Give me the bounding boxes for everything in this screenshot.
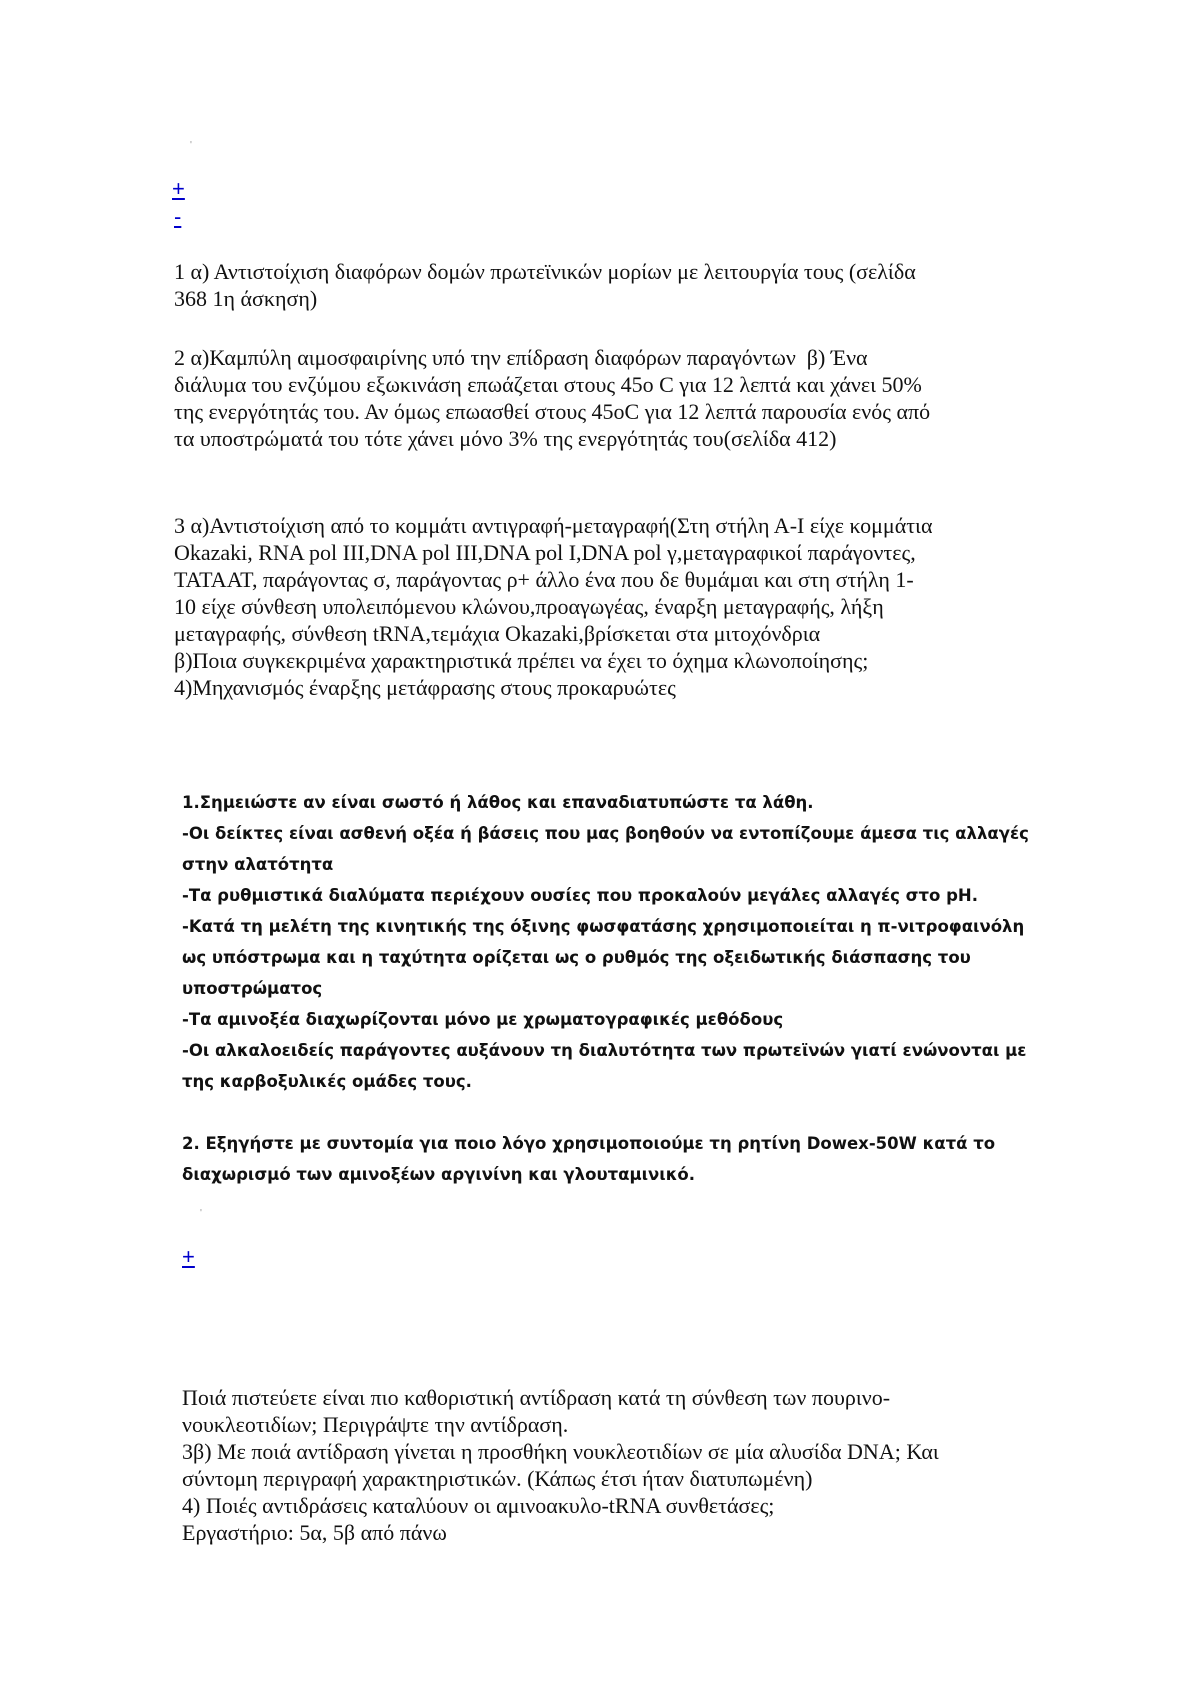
question-1: 1 α) Αντιστοίχιση διαφόρων δομών πρωτεϊνικών μορίων με λειτουργία τους (σελίδα 368 1η άσκηση): [174, 259, 916, 311]
exam-line: -Τα ρυθμιστικά διαλύματα περιέχουν ουσίες που προκαλούν μεγάλες αλλαγές στο pH.: [182, 886, 978, 905]
question-3: 3 α)Αντιστοίχιση από το κομμάτι αντιγραφή-μεταγραφή(Στη στήλη Α-Ι είχε κομμάτια Okazaki, RNA pol III,DNA pol III,DNA pol I,DNA pol γ,μεταγραφικοί παράγοντες, TATAAT, παράγοντας σ, παράγοντας ρ+ άλλο ένα που δε θυμάμαι και στη στήλη 1- 10 είχε σύνθεση υπολειπόμενου κλώνου,προαγωγέας, έναρξη μεταγραφής, λήξη μεταγραφής, σύνθεση tRNA,τεμάχια Okazaki,βρίσκεται στα μιτοχόνδρια β)Ποια συγκεκριμένα χαρακτηριστικά πρέπει να έχει το όχημα κλωνοποίησης; 4)Μηχανισμός έναρξης μετάφρασης στους προκαρυώτες: [174, 513, 933, 700]
exam-line: στην αλατότητα: [182, 855, 334, 874]
exam-line: νουκλεοτιδίων; Περιγράψτε την αντίδραση.: [182, 1412, 569, 1437]
exam-line: -Οι δείκτες είναι ασθενή οξέα ή βάσεις που μας βοηθούν να εντοπίζουμε άμεσα τις αλλαγές: [182, 824, 1029, 843]
exam-line: Ποιά πιστεύετε είναι πιο καθοριστική αντίδραση κατά τη σύνθεση των πουρινο-: [182, 1385, 891, 1410]
exam-line: Εργαστήριο: 5α, 5β από πάνω: [182, 1520, 447, 1545]
exam-line: 2. Εξηγήστε με συντομία για ποιο λόγο χρησιμοποιούμε τη ρητίνη Dowex-50W κατά το: [182, 1134, 996, 1153]
exam-line: -Κατά τη μελέτη της κινητικής της όξινης φωσφατάσης χρησιμοποιείται η π-νιτροφαινόλη: [182, 917, 1025, 936]
exam-line: διαχωρισμό των αμινοξέων αργινίνη και γλουταμινικό.: [182, 1165, 696, 1184]
expand-link[interactable]: +: [182, 1244, 195, 1269]
exam-line: σύντομη περιγραφή χαρακτηριστικών. (Κάπως έτσι ήταν διατυπωμένη): [182, 1466, 813, 1491]
exam-line: 3β) Με ποιά αντίδραση γίνεται η προσθήκη νουκλεοτιδίων σε μία αλυσίδα DNA; Και: [182, 1439, 939, 1464]
exam-line: ως υπόστρωμα και η ταχύτητα ορίζεται ως ο ρυθμός της οξειδωτικής διάσπασης του: [182, 948, 971, 967]
exam-line: της καρβοξυλικές ομάδες τους.: [182, 1072, 472, 1091]
exam-line: -Τα αμινοξέα διαχωρίζονται μόνο με χρωματογραφικές μεθόδους: [182, 1010, 784, 1029]
exam-line: υποστρώματος: [182, 979, 323, 998]
tick-mark: ': [200, 1208, 202, 1219]
collapse-link[interactable]: -: [174, 204, 182, 229]
exam-line: 1.Σημειώστε αν είναι σωστό ή λάθος και επαναδιατυπώστε τα λάθη.: [182, 793, 814, 812]
exam-line: 4) Ποιές αντιδράσεις καταλύουν οι αμινοακυλο-tRNA συνθετάσες;: [182, 1493, 775, 1518]
expand-link[interactable]: +: [172, 176, 185, 201]
tick-mark: ': [190, 140, 192, 151]
question-2: 2 α)Καμπύλη αιμοσφαιρίνης υπό την επίδραση διαφόρων παραγόντων β) Ένα διάλυμα του ενζύμου εξωκινάση επωάζεται στους 45ο C για 12 λεπτά και χάνει 50% της ενεργότητάς του. Αν όμως επωασθεί στους 45οC για 12 λεπτά παρουσία ενός από τα υποστρώματά του τότε χάνει μόνο 3% της ενεργότητάς του(σελίδα 412): [174, 345, 931, 451]
exam-line: -Οι αλκαλοειδείς παράγοντες αυξάνουν τη διαλυτότητα των πρωτεϊνών γιατί ενώνονται με: [182, 1041, 1027, 1060]
